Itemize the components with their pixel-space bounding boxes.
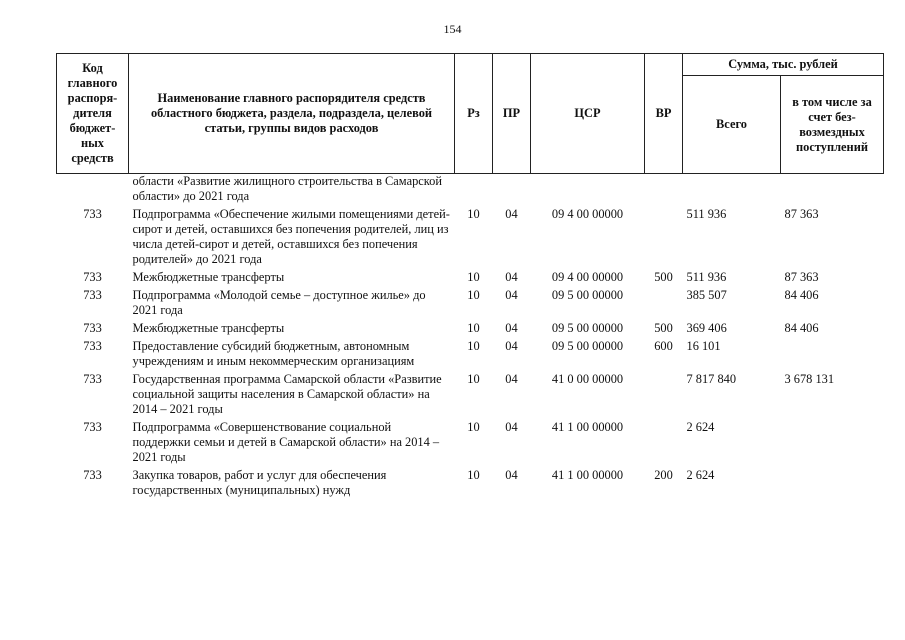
row-csr: 09 4 00 00000 <box>551 270 624 284</box>
budget-table <box>56 53 884 500</box>
row-csr: 41 0 00 00000 <box>551 372 624 386</box>
row-pr: 04 <box>505 339 518 353</box>
table-body <box>57 174 884 501</box>
row-vr <box>645 419 683 467</box>
row-pr: 04 <box>505 372 518 386</box>
table-row <box>57 320 884 338</box>
row-csr: 09 5 00 00000 <box>551 339 624 353</box>
row-vr <box>645 287 683 320</box>
row-name: Предоставление субсидий бюджетным, автономным учреждениям и иным некоммерческим организациям <box>132 339 415 368</box>
row-code: 733 <box>83 288 102 302</box>
row-free <box>781 419 884 467</box>
table-row <box>57 269 884 287</box>
header-vr: ВР <box>645 54 683 174</box>
row-pr: 04 <box>505 288 518 302</box>
row-csr: 09 5 00 00000 <box>551 288 624 302</box>
row-vr <box>645 206 683 269</box>
header-pr: ПР <box>493 54 531 174</box>
row-total: 511 936 <box>686 270 727 284</box>
row-total: 16 101 <box>686 339 721 353</box>
row-pr: 04 <box>505 420 518 434</box>
row-free <box>781 467 884 500</box>
header-sum: Сумма, тыс. рублей <box>683 54 884 76</box>
row-code <box>57 174 129 207</box>
page-number: 154 <box>443 22 462 36</box>
row-pr <box>493 174 531 207</box>
row-code: 733 <box>83 372 102 386</box>
row-code: 733 <box>83 270 102 284</box>
header-rz: Рз <box>455 54 493 174</box>
row-total: 7 817 840 <box>686 372 737 386</box>
row-vr <box>645 371 683 419</box>
header-csr: ЦСР <box>531 54 645 174</box>
row-free: 84 406 <box>784 288 819 302</box>
row-name: Подпрограмма «Молодой семье – доступное жилье» до 2021 года <box>132 288 426 317</box>
row-name: Межбюджетные трансферты <box>132 270 285 284</box>
row-code: 733 <box>83 420 102 434</box>
row-pr: 04 <box>505 207 518 221</box>
row-csr: 41 1 00 00000 <box>551 468 624 482</box>
row-free: 87 363 <box>784 207 819 221</box>
row-total: 369 406 <box>686 321 727 335</box>
row-pr: 04 <box>505 468 518 482</box>
row-rz: 10 <box>467 270 480 284</box>
row-free: 3 678 131 <box>784 372 835 386</box>
row-rz: 10 <box>467 321 480 335</box>
row-total: 2 624 <box>686 468 715 482</box>
row-csr <box>531 174 645 207</box>
row-code: 733 <box>83 339 102 353</box>
header-name: Наименование главного распорядителя средств областного бюджета, раздела, подраздела, целевой статьи, группы видов расходов <box>129 54 455 174</box>
row-name: Подпрограмма «Совершенствование социальной поддержки семьи и детей в Самарской области» на 2014 – 2021 годы <box>132 420 440 464</box>
row-free <box>781 174 884 207</box>
row-name: Государственная программа Самарской области «Развитие социальной защиты населения в Самарской области» на 2014 – 2021 годы <box>132 372 442 416</box>
table-row <box>57 467 884 500</box>
row-rz <box>455 174 493 207</box>
row-csr: 09 5 00 00000 <box>551 321 624 335</box>
row-rz: 10 <box>467 339 480 353</box>
row-name: области «Развитие жилищного строительства в Самарской области» до 2021 года <box>132 174 442 203</box>
row-vr: 600 <box>654 339 673 353</box>
table-header <box>57 54 884 174</box>
row-code: 733 <box>83 321 102 335</box>
row-vr: 500 <box>654 270 673 284</box>
row-vr: 200 <box>654 468 673 482</box>
row-name: Подпрограмма «Обеспечение жилыми помещениями детей-сирот и детей, оставшихся без попечения родителей, лиц из числа детей-сирот и детей, оставшихся без попечения родителей» до 2021 года <box>132 207 450 266</box>
row-free: 87 363 <box>784 270 819 284</box>
row-total <box>683 174 781 207</box>
header-free: в том числе за счет без-возмездных поступлений <box>781 76 884 174</box>
row-pr: 04 <box>505 321 518 335</box>
table-row <box>57 371 884 419</box>
row-code: 733 <box>83 207 102 221</box>
row-rz: 10 <box>467 372 480 386</box>
row-pr: 04 <box>505 270 518 284</box>
row-name: Закупка товаров, работ и услуг для обеспечения государственных (муниципальных) нужд <box>132 468 387 497</box>
row-rz: 10 <box>467 420 480 434</box>
row-free <box>781 338 884 371</box>
row-total: 511 936 <box>686 207 727 221</box>
table-row <box>57 419 884 467</box>
row-rz: 10 <box>467 468 480 482</box>
row-total: 385 507 <box>686 288 727 302</box>
row-total: 2 624 <box>686 420 715 434</box>
table-row <box>57 206 884 269</box>
row-code: 733 <box>83 468 102 482</box>
table-row <box>57 174 884 207</box>
table-row <box>57 287 884 320</box>
row-rz: 10 <box>467 207 480 221</box>
header-total: Всего <box>683 76 781 174</box>
header-code: Код главного распоря-дителя бюджет-ных средств <box>57 54 129 174</box>
row-rz: 10 <box>467 288 480 302</box>
row-name: Межбюджетные трансферты <box>132 321 285 335</box>
table-row <box>57 338 884 371</box>
row-vr: 500 <box>654 321 673 335</box>
row-csr: 41 1 00 00000 <box>551 420 624 434</box>
row-csr: 09 4 00 00000 <box>551 207 624 221</box>
row-vr <box>645 174 683 207</box>
row-free: 84 406 <box>784 321 819 335</box>
